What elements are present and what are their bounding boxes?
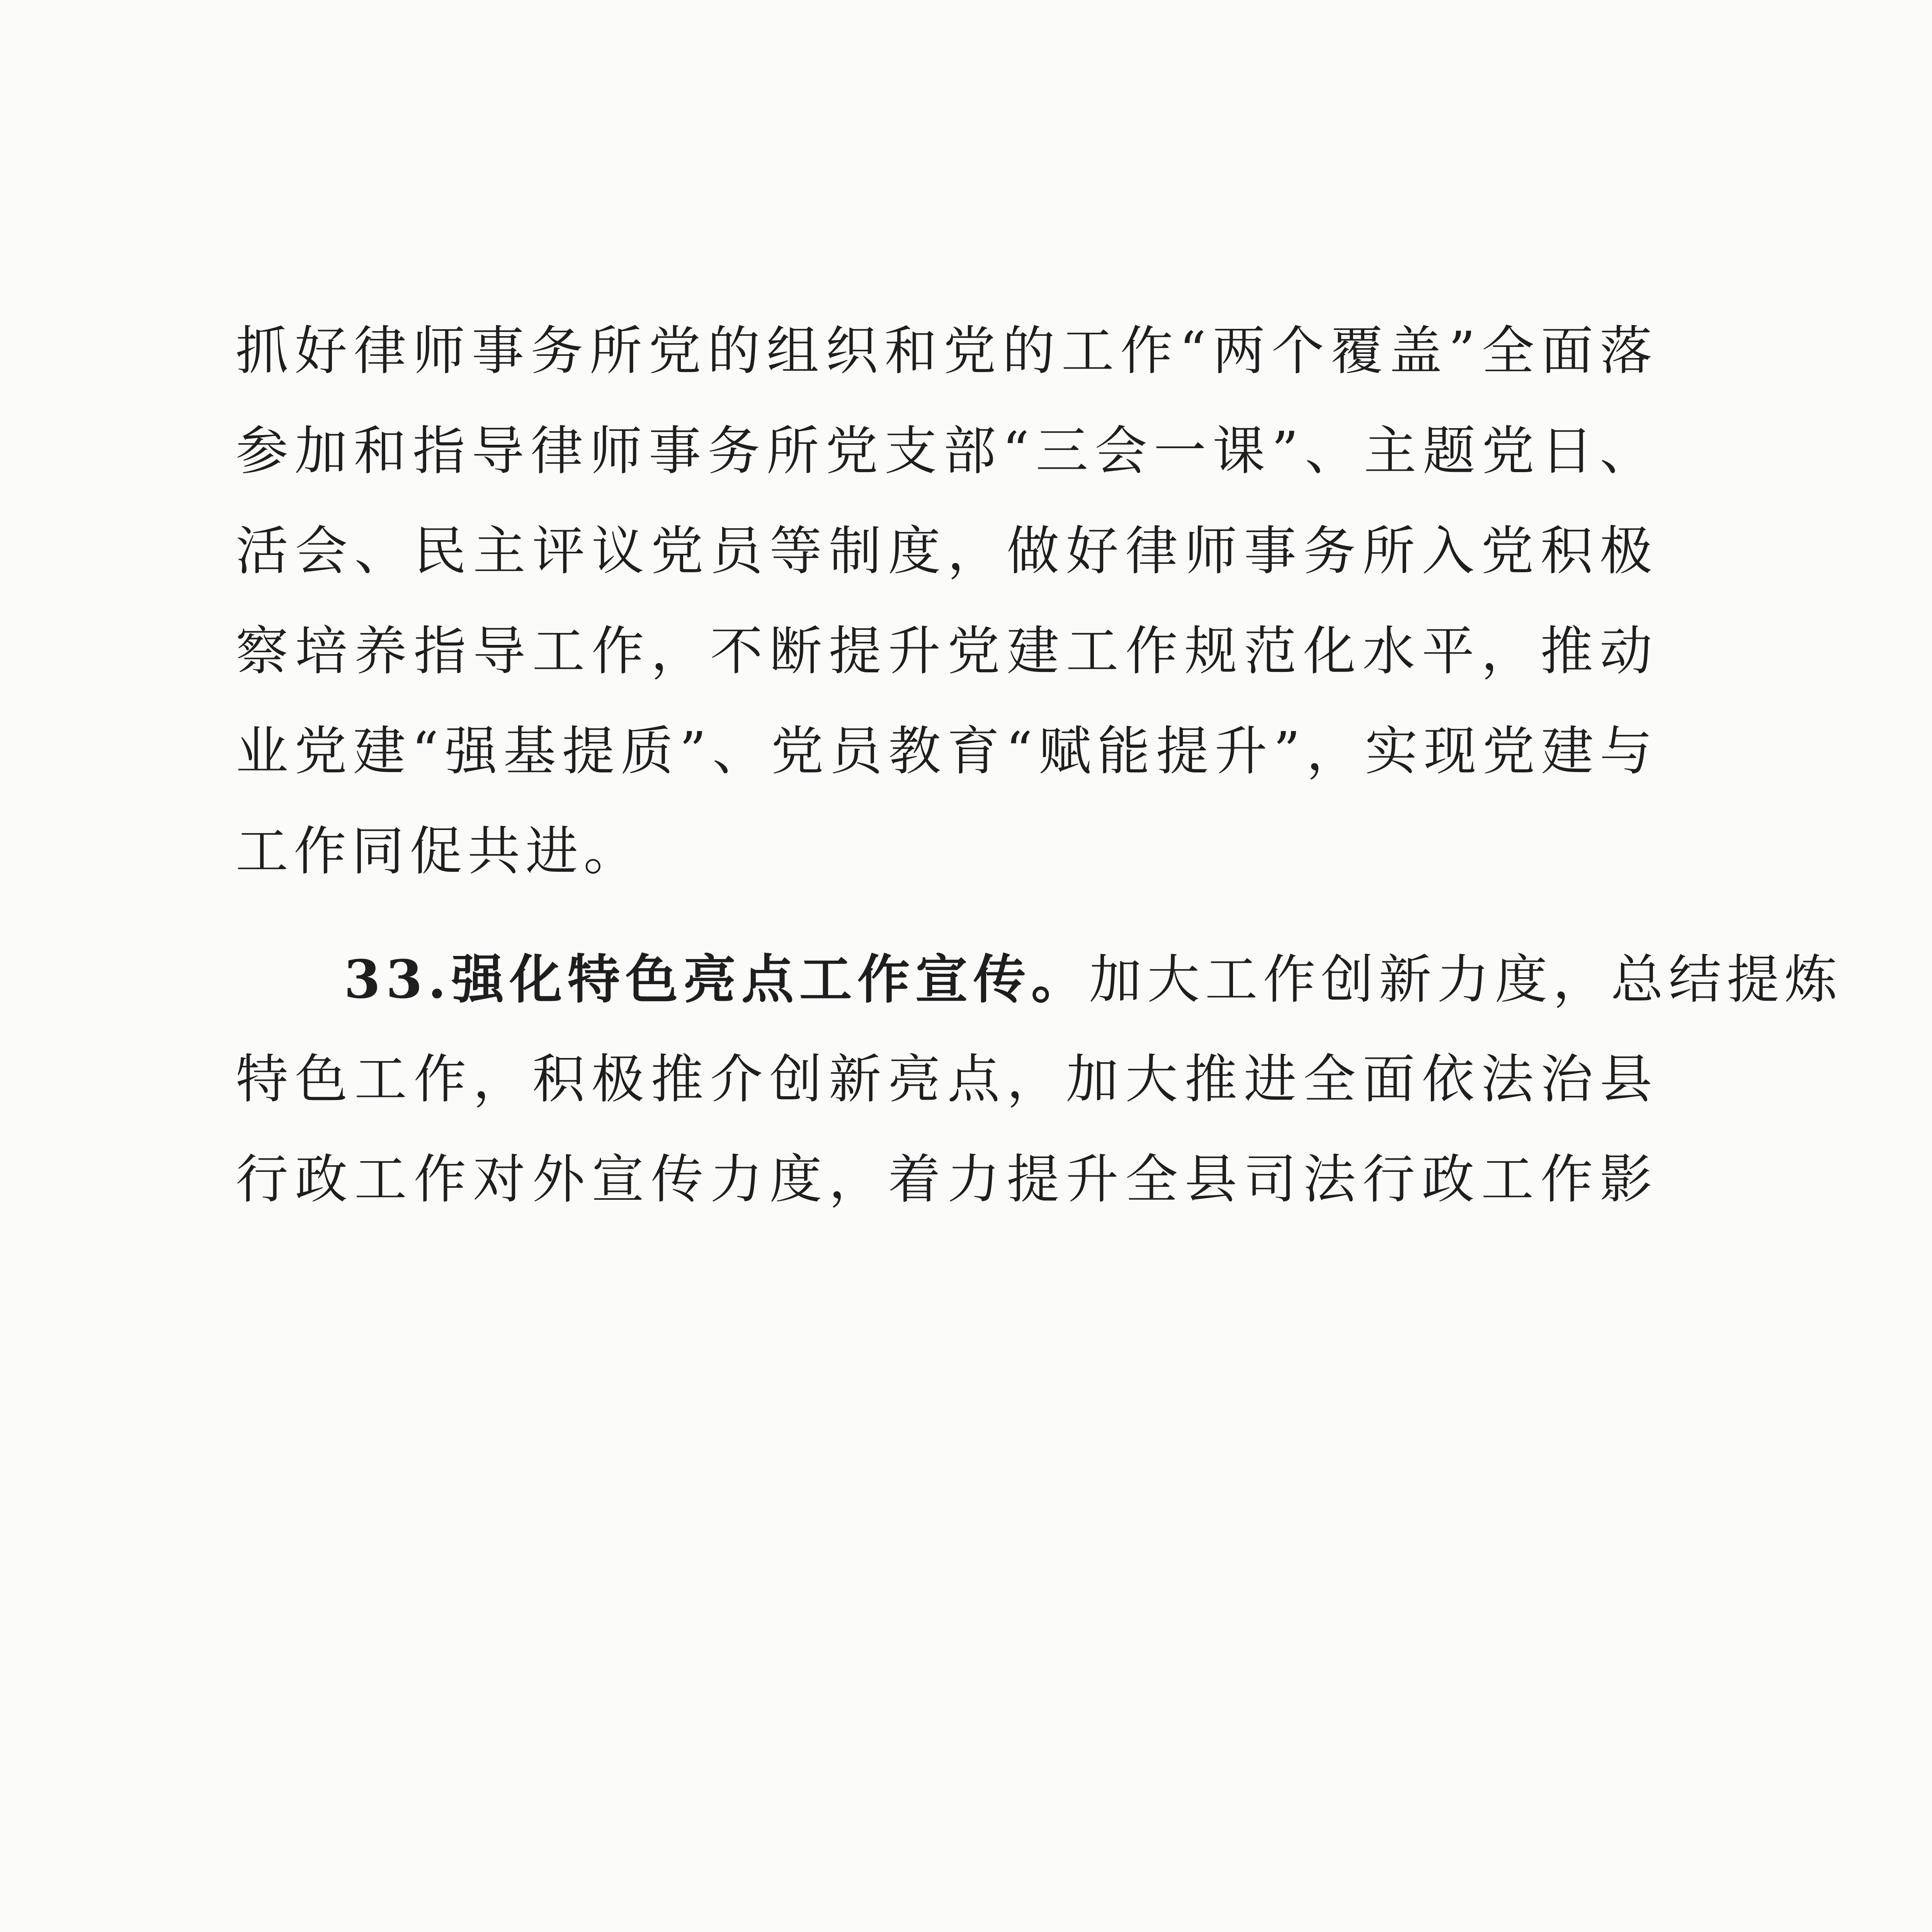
paragraph-2-line-2: 特色工作，积极推介创新亮点，加大推进全面依法治县 [236,1049,1658,1110]
paragraph-2-line-3: 行政工作对外宣传力度，着力提升全县司法行政工作影 [236,1149,1658,1210]
paragraph-2-line-1-text: 加大工作创新力度，总结提炼 [1089,949,1843,1010]
paragraph-1-line-3: 活会、民主评议党员等制度，做好律师事务所入党积极 [236,521,1658,582]
document-body [236,301,1843,1230]
paragraph-2-line-1 [236,930,1843,1030]
paragraph-1-line-2: 参加和指导律师事务所党支部“三会一课”、主题党日、 [236,421,1658,482]
paragraph-1-line-5: 业党建“强基提质”、党员教育“赋能提升”，实现党建与 [236,721,1658,782]
paragraph-gap [236,902,1658,930]
paragraph-1-line-1: 抓好律师事务所党的组织和党的工作“两个覆盖”全面落 [236,321,1658,382]
paragraph-1-line-4: 察培养指导工作，不断提升党建工作规范化水平，推动 [236,621,1658,682]
paragraph-1-line-6: 工作同促共进。 [236,821,641,882]
section-heading-33: 33.强化特色亮点工作宣传。 [344,949,1089,1010]
